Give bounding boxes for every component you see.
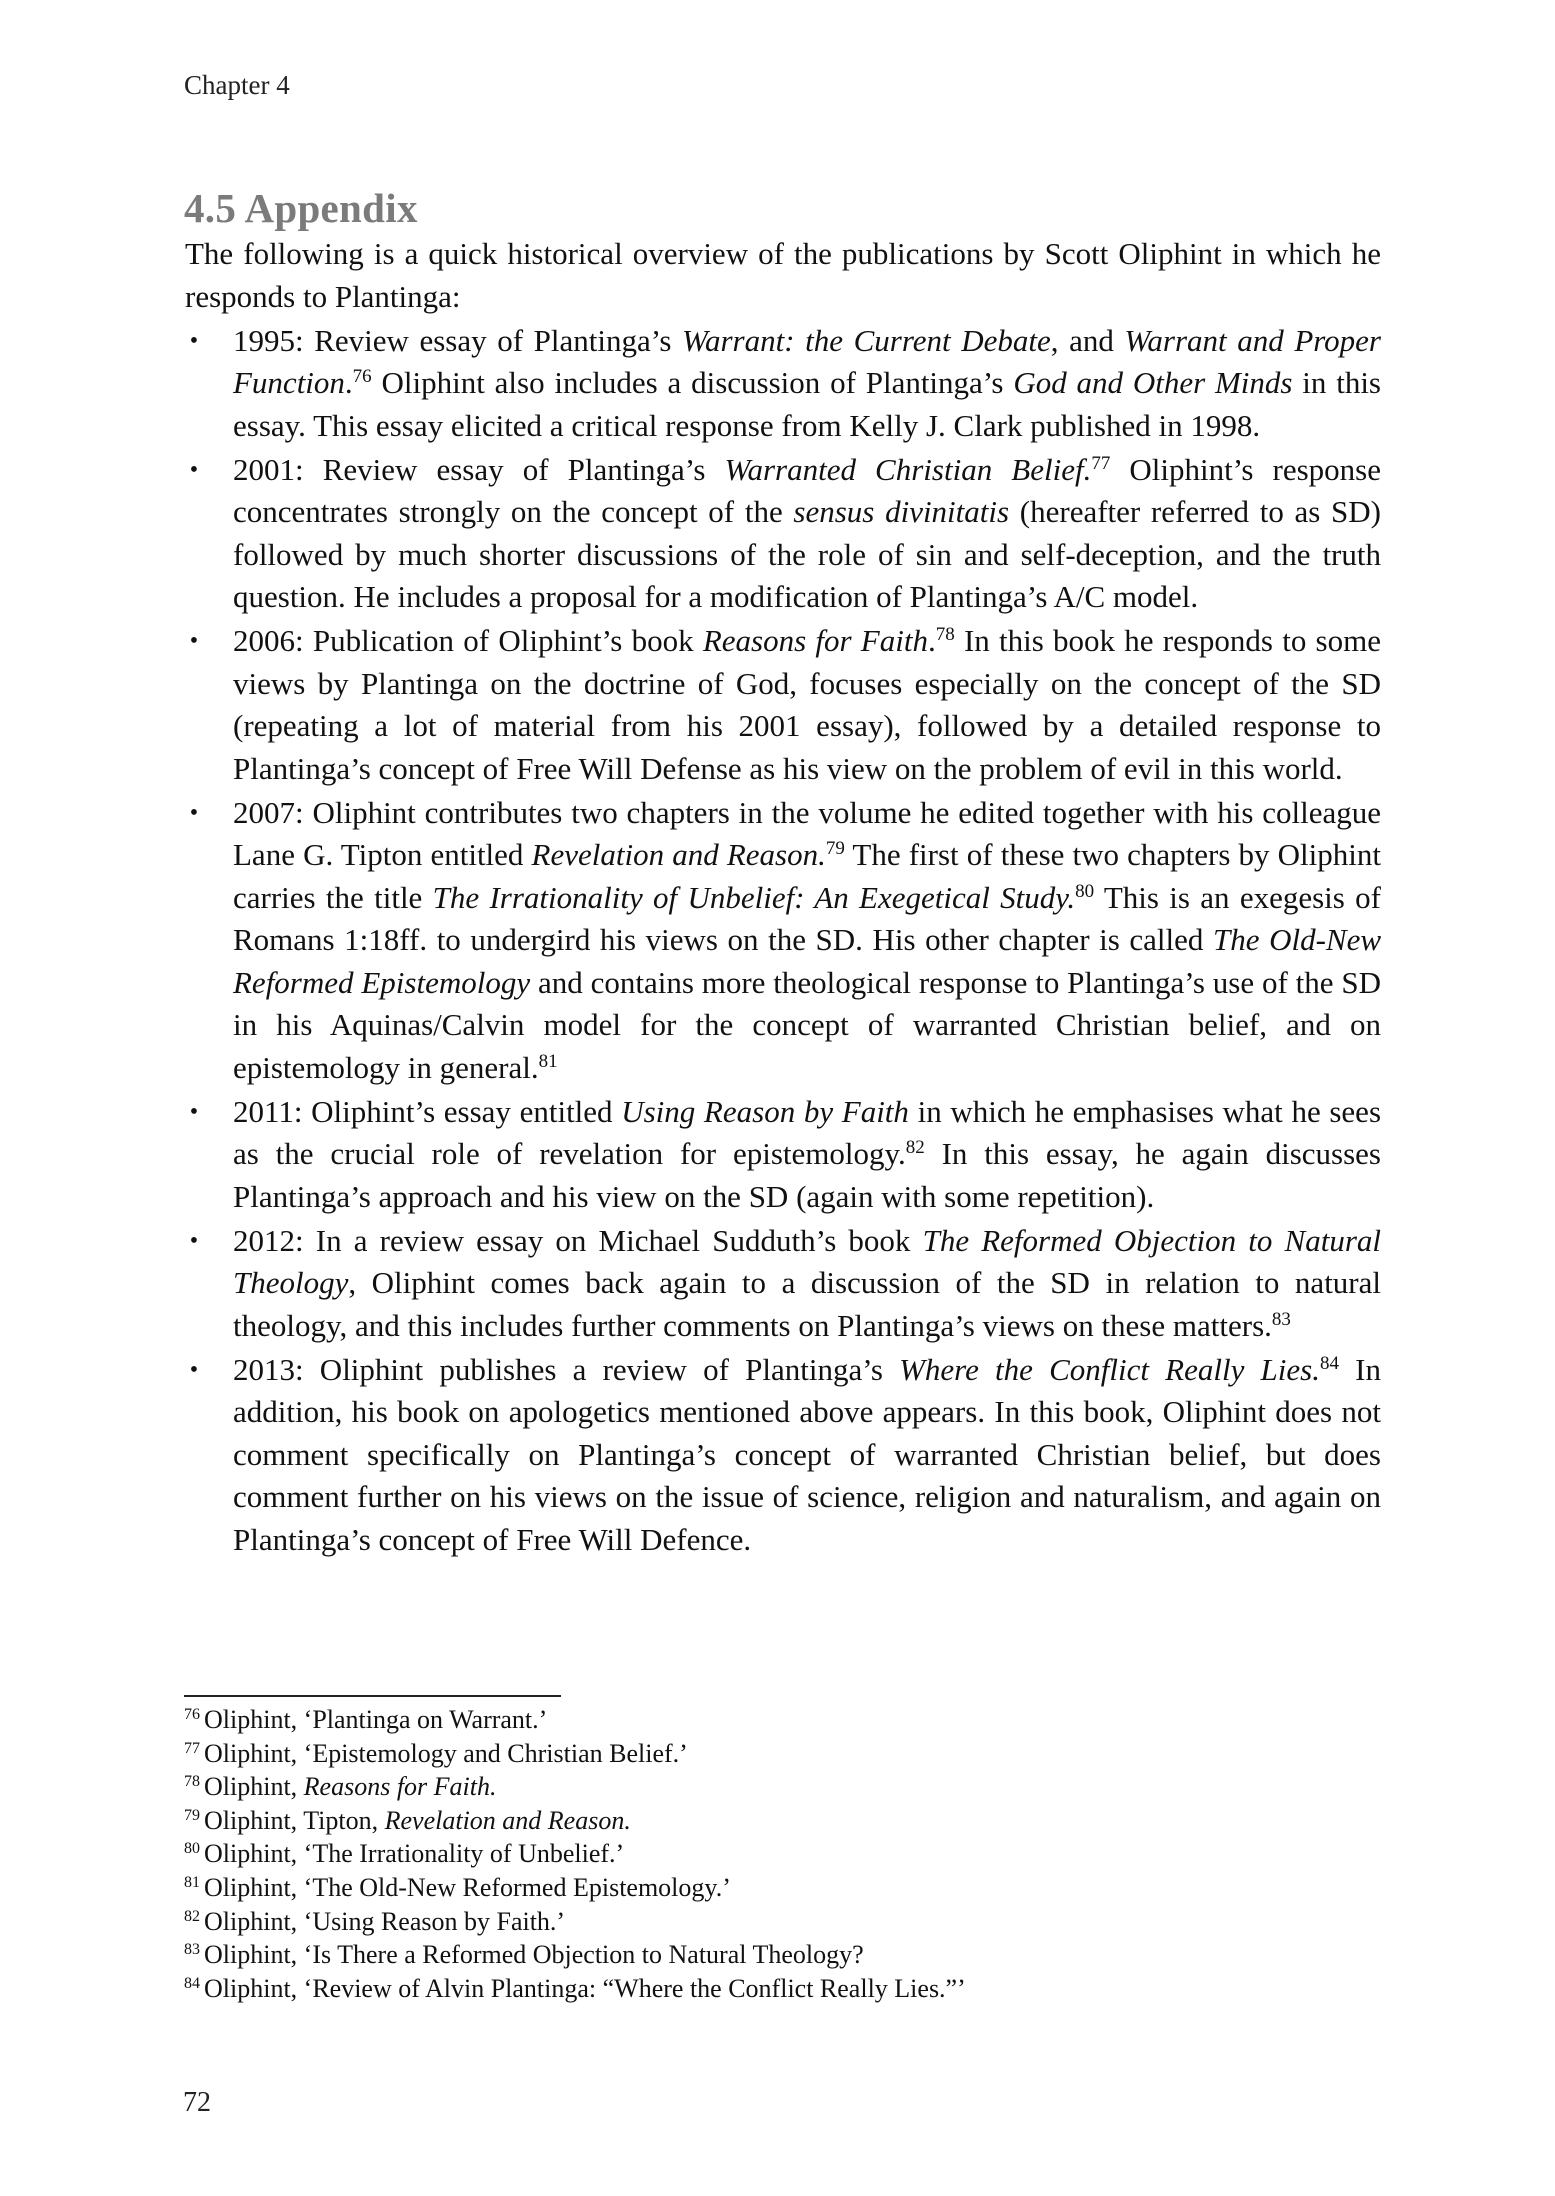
text-run: This is an exegesis of Romans 1:18ff. to undergird his views on the SD. His other chapter is called bbox=[233, 879, 1381, 957]
footnote-number: 78 bbox=[184, 1773, 200, 1791]
list-item-2012 bbox=[185, 1220, 1381, 1348]
list-item-2013 bbox=[185, 1349, 1381, 1562]
text-run: and contains more theological response to Plantinga’s use of the SD in his Aquinas/Calvin model for the concept of warranted Christian belief, and on epistemology in general. bbox=[233, 964, 1382, 1085]
text-run: Oliphint, ‘Review of Alvin Plantinga: “Where the Conflict Really Lies.”’ bbox=[204, 1973, 966, 2003]
italic-title: Where the Conflict Really Lies. bbox=[899, 1351, 1320, 1387]
footnote-number: 76 bbox=[184, 1706, 200, 1723]
footnote-ref: 81 bbox=[538, 1050, 558, 1072]
footnote-80 bbox=[184, 1837, 966, 1871]
list-item-2007 bbox=[185, 792, 1381, 1090]
italic-title: Using Reason by Faith bbox=[621, 1093, 909, 1129]
text-run: in this essay. This essay elicited a critical response from Kelly J. Clark published in 1998. bbox=[233, 365, 1381, 443]
bullet-icon: • bbox=[189, 327, 199, 354]
italic-title: Warrant and Proper Function bbox=[233, 322, 1381, 400]
list-item-2011 bbox=[185, 1091, 1381, 1219]
section-title: 4.5 Appendix bbox=[184, 185, 418, 231]
text-run: Oliphint, ‘Is There a Reformed Objection to Natural Theology? bbox=[204, 1940, 864, 1970]
text-run: 2013: Oliphint publishes a review of Plantinga’s bbox=[233, 1351, 900, 1387]
italic-title: Reasons for Faith bbox=[702, 623, 928, 658]
bullet-icon: • bbox=[189, 1098, 199, 1125]
text-run: Oliphint’s response concentrates strongly on the concept of the bbox=[233, 451, 1381, 529]
italic-title: Revelation and Reason. bbox=[531, 837, 826, 872]
footnote-number: 79 bbox=[184, 1806, 200, 1824]
text-run: Oliphint also includes a discussion of Plantinga’s bbox=[371, 365, 1014, 400]
text-run: 2011: Oliphint’s essay entitled bbox=[233, 1093, 622, 1129]
footnote-83 bbox=[184, 1938, 966, 1972]
bullet-icon: • bbox=[189, 1227, 199, 1254]
italic-title: The Reformed Objection to Natural Theology bbox=[233, 1222, 1382, 1300]
footnote-ref: 79 bbox=[825, 838, 845, 859]
text-run: 2006: Publication of Oliphint’s book bbox=[233, 623, 703, 658]
italic-title: Reasons for Faith. bbox=[303, 1772, 497, 1802]
italic-title: The Irrationality of Unbelief: An Exegetical Study. bbox=[432, 879, 1076, 915]
text-run: In addition, his book on apologetics mentioned above appears. In this book, Oliphint does not comment specifically on Plantinga’s concept of warranted Christian belief, but does comment further on his views on the issue of science, religion and naturalism, and again on Plantinga’s concept of Free Will Defence. bbox=[233, 1351, 1381, 1557]
list-item-2006 bbox=[185, 620, 1381, 790]
footnote-number: 83 bbox=[184, 1941, 200, 1959]
footnote-number: 80 bbox=[184, 1840, 200, 1858]
text-run: Oliphint, bbox=[204, 1772, 304, 1802]
list-item-2001 bbox=[185, 449, 1381, 619]
bullet-icon: • bbox=[189, 1356, 199, 1383]
text-run: In this book he responds to some views by Plantinga on the doctrine of God, focuses especially on the concept of the SD (repeating a lot of material from his 2001 essay), followed by a detailed response to Plantinga’s concept of Free Will Defense as his view on the problem of evil in this world. bbox=[233, 623, 1381, 786]
footnote-ref: 76 bbox=[352, 366, 372, 387]
text-run: (hereafter referred to as SD) followed by much shorter discussions of the role of sin and self-deception, and the truth question. He includes a proposal for a modification of Plantinga’s A/C model. bbox=[233, 494, 1382, 614]
text-run: 1995: Review essay of Plantinga’s bbox=[233, 322, 682, 358]
italic-title: God and Other Minds bbox=[1013, 365, 1293, 400]
footnote-number: 84 bbox=[184, 1974, 200, 1992]
body-text bbox=[185, 233, 1381, 1561]
italic-title: Warrant: the Current Debate bbox=[682, 322, 1051, 358]
footnote-ref: 83 bbox=[1271, 1308, 1291, 1330]
footnote-81 bbox=[184, 1871, 966, 1905]
text-run: Oliphint, ‘The Irrationality of Unbelief.’ bbox=[204, 1839, 625, 1869]
footnote-number: 77 bbox=[184, 1739, 200, 1757]
italic-title: Warranted Christian Belief. bbox=[724, 451, 1092, 487]
footnote-ref: 84 bbox=[1319, 1352, 1339, 1374]
text-run: The first of these two chapters by Oliphint carries the title bbox=[233, 837, 1381, 915]
footnote-ref: 78 bbox=[935, 624, 955, 645]
text-run: Oliphint, ‘Plantinga on Warrant.’ bbox=[204, 1705, 548, 1734]
footnote-ref: 80 bbox=[1075, 880, 1095, 902]
footnote-76 bbox=[184, 1703, 966, 1737]
page-number: 72 bbox=[183, 2087, 211, 2118]
text-run: Oliphint, Tipton, bbox=[204, 1805, 385, 1835]
list-item-1995 bbox=[185, 320, 1381, 448]
text-run: , and bbox=[1050, 322, 1125, 358]
footnote-separator bbox=[184, 1695, 561, 1697]
bullet-icon: • bbox=[189, 456, 199, 483]
italic-title: Revelation and Reason. bbox=[384, 1805, 631, 1835]
text-run: 2012: In a review essay on Michael Sudduth’s book bbox=[233, 1222, 923, 1258]
footnote-82 bbox=[184, 1905, 966, 1939]
text-run: . bbox=[344, 365, 353, 400]
footnote-ref: 77 bbox=[1091, 452, 1111, 474]
footnote-ref: 82 bbox=[905, 1137, 925, 1158]
footnote-77 bbox=[184, 1737, 966, 1771]
footnote-number: 82 bbox=[184, 1907, 200, 1925]
bullet-icon: • bbox=[189, 799, 199, 826]
text-run: 2001: Review essay of Plantinga’s bbox=[233, 451, 725, 487]
text-run: In this essay, he again discusses Plantinga’s approach and his view on the SD (again with some repetition). bbox=[233, 1136, 1381, 1214]
footnote-84 bbox=[184, 1972, 966, 2006]
text-run: in which he emphasises what he sees as the crucial role of revelation for epistemology. bbox=[233, 1093, 1382, 1171]
intro-paragraph: The following is a quick historical overview of the publications by Scott Oliphint in which he responds to Plantinga: bbox=[185, 236, 1381, 314]
bullet-icon: • bbox=[189, 628, 199, 654]
footnote-number: 81 bbox=[184, 1873, 200, 1891]
running-head: Chapter 4 bbox=[184, 70, 290, 100]
text-run: Oliphint, ‘Epistemology and Christian Belief.’ bbox=[204, 1738, 688, 1768]
italic-title: sensus divinitatis bbox=[793, 494, 1010, 529]
text-run: 2007: Oliphint contributes two chapters in the volume he edited together with his colleague Lane G. Tipton entitled bbox=[233, 794, 1381, 872]
publication-list bbox=[185, 320, 1381, 1562]
footnote-79 bbox=[184, 1804, 966, 1838]
italic-title: The Old-New Reformed Epistemology bbox=[233, 922, 1382, 1000]
text-run: , Oliphint comes back again to a discussion of the SD in relation to natural theology, and this includes further comments on Plantinga’s views on these matters. bbox=[233, 1265, 1381, 1343]
text-run: . bbox=[927, 623, 936, 658]
text-run: Oliphint, ‘The Old-New Reformed Epistemology.’ bbox=[204, 1872, 731, 1902]
footnotes bbox=[184, 1703, 966, 2005]
footnote-78 bbox=[184, 1770, 966, 1804]
text-run: Oliphint, ‘Using Reason by Faith.’ bbox=[204, 1906, 566, 1936]
